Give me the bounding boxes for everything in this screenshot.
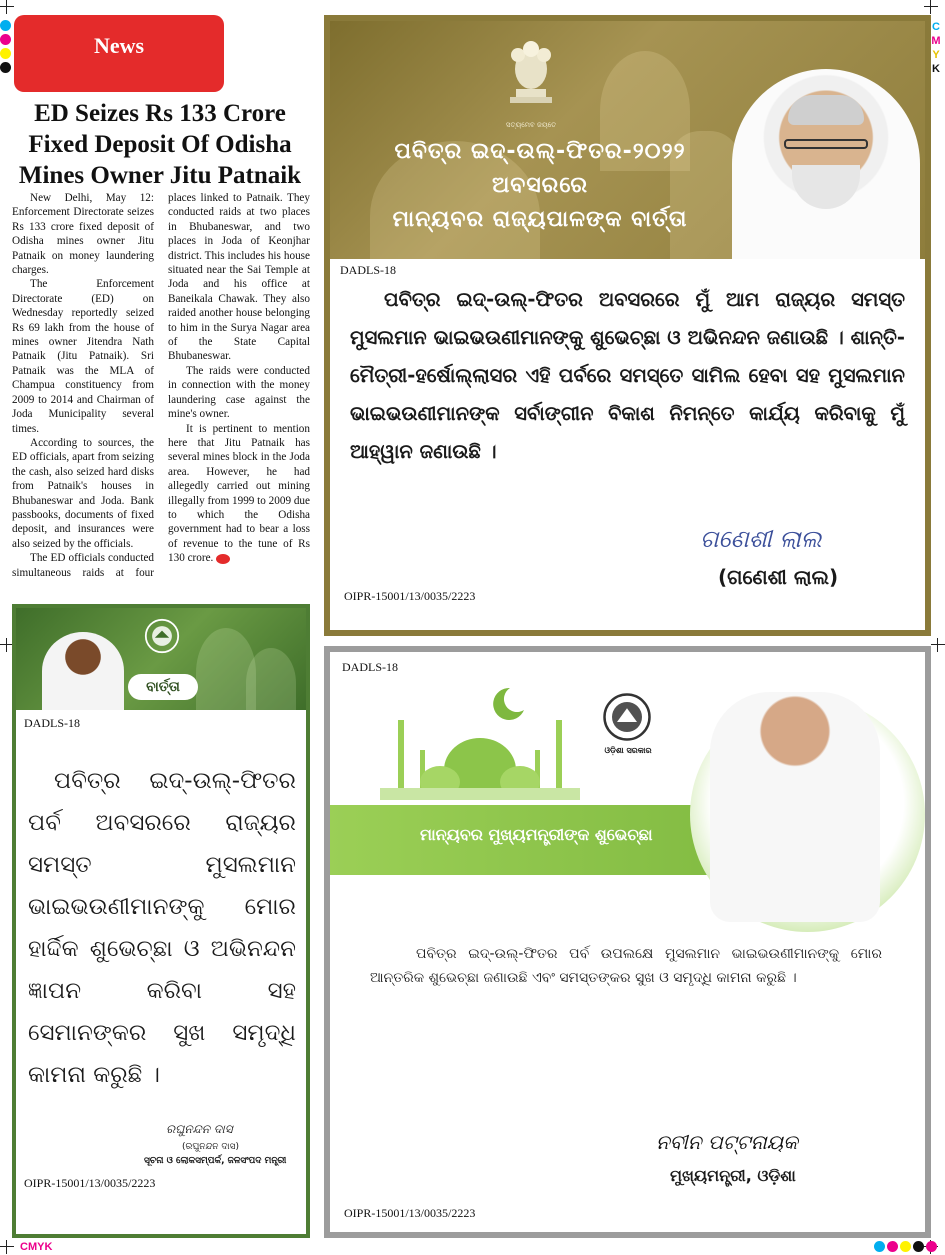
news-article [12, 191, 310, 580]
article-paragraph: The Enforcement Directorate (ED) on Wednesday reportedly seized Rs 69 lakh from the house of mines owner Jitendra Nath Patnaik (Jitu Patnaik). Sri Patnaik was the MLA of Champua constituency from 2009 to 2014 and Chairman of Joda Municipality several times. [12, 278, 154, 435]
governor-ad-oipr: OIPR-15001/13/0035/2223 [344, 589, 476, 603]
cm-ad-logo-caption: ଓଡ଼ିଶା ସରକାର [604, 746, 652, 755]
governor-ad-title-line3: ମାନ୍ୟବର ରାଜ୍ୟପାଳଙ୍କ ବାର୍ତ୍ତା [392, 207, 688, 232]
black-dot [0, 62, 11, 73]
minister-ad-title: ବାର୍ତ୍ତା [128, 674, 198, 700]
cmyk-legend [929, 20, 943, 76]
registration-mark [0, 1240, 14, 1254]
minister-ad [12, 604, 310, 1238]
color-dots-bottom [874, 1241, 937, 1252]
governor-ad-body [330, 259, 925, 630]
cm-ad [324, 646, 931, 1238]
article-paragraph: New Delhi, May 12: Enforcement Directorate seizes Rs 133 crore fixed deposit of Odisha mines owner Jitu Patnaik on money laundering charges. [12, 192, 154, 277]
cm-ad-code: DADLS-18 [342, 660, 398, 674]
cmyk-c: C [932, 21, 940, 33]
news-headline: ED Seizes Rs 133 Crore Fixed Deposit Of Odisha Mines Owner Jitu Patnaik [18, 100, 302, 189]
cmyk-bottom-label: CMYK [20, 1241, 53, 1253]
odisha-govt-logo-icon [144, 618, 180, 654]
magenta-dot [0, 34, 11, 45]
governor-ad-header [330, 21, 925, 259]
yellow-dot [0, 48, 11, 59]
registration-mark [931, 638, 945, 652]
registration-mark [0, 0, 14, 14]
cyan-dot [0, 20, 11, 31]
minister-ad-body [16, 710, 306, 1234]
national-emblem-icon [496, 37, 566, 117]
governor-photo [732, 69, 920, 259]
cmyk-y: Y [932, 49, 940, 61]
cmyk-k: K [932, 63, 940, 75]
emblem-caption: ସତ୍ୟମେବ ଜୟତେ [505, 121, 557, 129]
governor-signature: ଗଣେଶୀ ଲାଲ [700, 525, 822, 553]
article-paragraph: It is pertinent to mention here that Jitu Patnaik has several mines block in the Joda area. However, he had allegedly carried out mining illegally from 1999 to 2009 due to which the Odisha government had to bear a loss of revenue to the tune of Rs 130 crore. [168, 422, 310, 565]
article-paragraph: The raids were conducted in connection with the money laundering case against the mine's owner. [168, 364, 310, 421]
minister-ad-header [16, 608, 306, 710]
minister-signature: ରଘୁନନ୍ଦନ ଦାସ [166, 1122, 233, 1136]
registration-mark [924, 0, 938, 14]
minister-ad-code: DADLS-18 [24, 716, 80, 730]
governor-ad-message: ପବିତ୍ର ଇଦ୍-ଉଲ୍-ଫିତର ଅବସରରେ ମୁଁ ଆମ ରାଜ୍ୟର ସମସ୍ତ ମୁସଲମାନ ଭାଇଭଉଣୀମାନଙ୍କୁ ଶୁଭେଚ୍ଛା ଓ ଅଭିନନ୍ଦନ ଜଣାଉଛି । ଶାନ୍ତି-ମୈତ୍ରୀ-ହର୍ଷୋଲ୍ଲାସର ଏହି ପର୍ବରେ ସମସ୍ତେ ସାମିଲ ହେବା ସହ ମୁସଲମାନ ଭାଇଭଉଣୀମାନଙ୍କ ସର୍ବାଙ୍ଗୀନ ବିକାଶ ନିମନ୍ତେ କାର୍ଯ୍ୟ କରିବାକୁ ମୁଁ ଆହ୍ୱାନ ଜଣାଉଛି । [350, 288, 905, 463]
news-badge: News [14, 15, 224, 92]
governor-ad [324, 15, 931, 636]
governor-ad-title-line1: ପବିତ୍ର ଇଦ୍-ଉଲ୍-ଫିତର-୨୦୨୨ [394, 139, 686, 164]
mosque-icon [380, 680, 580, 800]
article-paragraph: According to sources, the ED officials, apart from seizing the cash, also seized hard disks from Patnaik's houses in Bhubaneswar and Joda. Bank passbooks, documents of fixed deposit, and insurances were also seized by the officials. [12, 436, 154, 550]
cm-ad-band-title: ମାନ୍ୟବର ମୁଖ୍ୟମନ୍ତ୍ରୀଙ୍କ ଶୁଭେଚ୍ଛା [420, 825, 653, 844]
odisha-govt-logo-icon [602, 692, 652, 742]
cm-ad-oipr: OIPR-15001/13/0035/2223 [344, 1206, 476, 1220]
cm-ad-message: ପବିତ୍ର ଇଦ୍-ଉଲ୍-ଫିତର ପର୍ବ ଉପଲକ୍ଷେ ମୁସଲମାନ ଭାଇଭଉଣୀମାନଙ୍କୁ ମୋର ଆନ୍ତରିକ ଶୁଭେଚ୍ଛା ଜଣାଉଛି ଏବଂ ସମସ୍ତଙ୍କର ସୁଖ ଓ ସମୃଦ୍ଧି କାମନା କରୁଛି । [370, 946, 882, 986]
end-mark-icon [216, 554, 230, 564]
cm-designation: ମୁଖ୍ୟମନ୍ତ୍ରୀ, ଓଡ଼ିଶା [670, 1166, 796, 1185]
minister-ad-message: ପବିତ୍ର ଇଦ୍-ଉଲ୍-ଫିତର ପର୍ବ ଅବସରରେ ରାଜ୍ୟର ସମସ୍ତ ମୁସଲମାନ ଭାଇଭଉଣୀମାନଙ୍କୁ ମୋର ହାର୍ଦ୍ଦିକ ଶୁଭେଚ୍ଛା ଓ ଅଭିନନ୍ଦନ ଜ୍ଞାପନ କରିବା ସହ ସେମାନଙ୍କର ସୁଖ ସମୃଦ୍ଧି କାମନା କରୁଛି । [28, 768, 296, 1088]
minister-photo [42, 632, 124, 710]
governor-name: (ଗଣେଶୀ ଲାଲ) [718, 565, 839, 589]
minister-designation: ସୂଚନା ଓ ଲୋକସମ୍ପର୍କ, ଜଳସଂପଦ ମନ୍ତ୍ରୀ [144, 1156, 287, 1166]
minister-name: (ରଘୁନନ୍ଦନ ଦାସ) [182, 1142, 239, 1152]
cm-photo [710, 692, 880, 922]
governor-ad-code: DADLS-18 [340, 263, 396, 277]
cm-signature: ନବୀନ ପଟ୍ଟନାୟକ [656, 1130, 798, 1154]
cmyk-m: M [931, 35, 941, 47]
minister-ad-oipr: OIPR-15001/13/0035/2223 [24, 1176, 156, 1190]
governor-ad-title-line2: ଅବସରରେ [491, 173, 589, 198]
article-paragraph: The ED officials conducted simultaneous raids at four places linked to Patnaik. They conducted raids at two places in Bhubaneswar, and two places in Joda of Keonjhar district. This includes his house situated near the Sai Temple at Joda and his office at Baneikala Chawak. They also raided another house belonging to him in the Surya Nagar area of the State Capital Bhubaneswar. [12, 192, 310, 579]
